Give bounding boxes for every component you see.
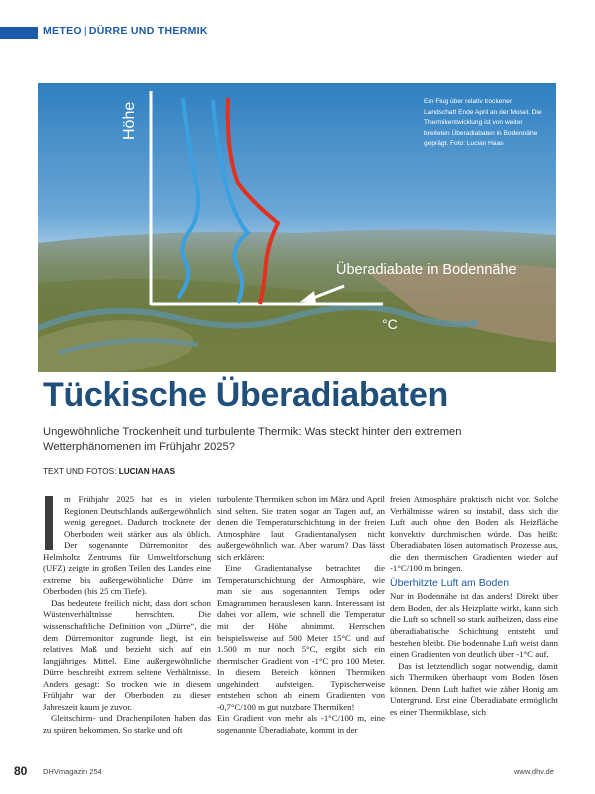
- header-accent-bar: [0, 27, 38, 39]
- paragraph: Nur in Bodennähe ist das anders! Direkt über dem Boden, der als Heizplatte wirkt, kann sich die Luft so schnell so stark aufheizen, dass eine überadiabatische Schichtung entsteht und bestehen bleibt. Die bodennahe Luft weist dann einen Gradienten von deutlich über -1°C auf.: [390, 591, 558, 660]
- text-column-1: [43, 494, 211, 736]
- topic-label: DÜRRE UND THERMIK: [88, 25, 208, 37]
- paragraph: m Frühjahr 2025 hat es in vielen Regionen Deutschlands außergewöhnlich wenig geregnet. Dadurch trocknete der Oberboden weit stärker aus als üblich. Der sogenannte Dürremonitor des Helmholtz Zentrums für Umweltforschung (UFZ) zeigte in großen Teilen des Landes eine extreme bis außergewöhnliche Dürre im Oberboden (bis 25 cm Tiefe).: [43, 494, 211, 597]
- photo-caption: Ein Flug über relativ trockener Landschaft Ende April an der Mosel. Die Thermikentwicklung ist von weiter breiteten Überadiabaten in Bodennähe geprägt. Foto: Lucian Haas: [424, 98, 542, 147]
- header-separator: |: [83, 25, 87, 37]
- paragraph: Das bedeutete freilich nicht, dass dort schon Wüstenverhältnisse herrschten. Die wissenschaftliche Definition von „Dürre“, die dem Dürremonitor zugrunde liegt, ist ein relatives Maß und bezieht sich auf ein langjähriges Mittel. Eine außergewöhnliche Dürre beschreibt extrem seltene Verhältnisse. Anders gesagt: So trocken wie in diesem Frühjahr war der Oberboden zu dieser Jahreszeit kaum je zuvor.: [43, 597, 211, 712]
- axis-x-label: °C: [382, 316, 398, 332]
- paragraph: freien Atmosphäre praktisch nicht vor. Solche Verhältnisse wären so instabil, dass sich die Luft auch ohne den Boden als Heizfläche konvektiv durchmischen würde. Das heißt: Überadiabaten lösen automatisch Prozesse aus, die den thermischen Gradienten wieder auf -1°C/100 m bringen.: [390, 494, 558, 574]
- section-heading: Überhitzte Luft am Boden: [390, 576, 510, 589]
- annotation-label: Überadiabate in Bodennähe: [336, 262, 517, 278]
- article-subtitle: Ungewöhnliche Trockenheit und turbulente Thermik: Was steckt hinter den extremen Wetterphänomenen im Frühjahr 2025?: [43, 426, 462, 453]
- page-number: 80: [14, 764, 28, 778]
- article-title: Tückische Überadiabaten: [43, 376, 449, 414]
- credit-prefix: TEXT UND FOTOS:: [43, 467, 117, 476]
- paragraph: Das ist letztendlich sogar notwendig, damit sich Thermiken überhaupt vom Boden lösen können. Denn Luft haftet wie zäher Honig am Untergrund. Erst eine Überadiabate ermöglicht es einer Thermikblase, sich: [390, 660, 558, 717]
- website-link[interactable]: www.dhv.de: [514, 767, 554, 776]
- paragraph: Ein Gradient von mehr als -1°C/100 m, eine sogenannte Überadiabate, kommt in der: [217, 713, 385, 735]
- paragraph: turbulente Thermiken schon im März und April sind selten. Sie traten sogar an Tagen auf, an denen die Temperaturschichtung in der freien Atmosphäre laut Gradientanalysen nicht außergewöhnlich war. Aber warum? Das lässt sich erklären:: [217, 494, 385, 562]
- credit-author: LUCIAN HAAS: [118, 467, 176, 476]
- text-column-2: [217, 494, 385, 736]
- paragraph: Eine Gradientanalyse betrachtet die Temperaturschichtung der Atmosphäre, wie man sie aus sogenannten Temps oder Emagrammen herauslesen kann. Interessant ist dabei vor allem, wie schnell die Temperatur mit der Höhe abnimmt. Herrschen beispielsweise auf 500 Meter 15°C und auf 1.500 m nur noch 5°C, ergibt sich ein thermischer Gradient von -1°C pro 100 Meter. In diesem Bereich können Thermiken ungehindert aufsteigen. Typischerweise entstehen schon ab einem Gradienten von -0,7°C/100 m gut nutzbare Thermiken!: [217, 563, 385, 712]
- paragraph: Gleitschirm- und Drachenpiloten haben das zu spüren bekommen. So starke und oft: [43, 713, 211, 735]
- section-header: [43, 25, 208, 37]
- axis-y-label: Höhe: [121, 101, 138, 140]
- magazine-name: DHVmagazin 254: [43, 767, 102, 776]
- text-column-3: [390, 494, 558, 718]
- article-credit: [43, 467, 175, 476]
- dropcap-glyph: [45, 496, 53, 550]
- dropcap-i: [43, 496, 60, 551]
- section-label: METEO: [43, 25, 82, 37]
